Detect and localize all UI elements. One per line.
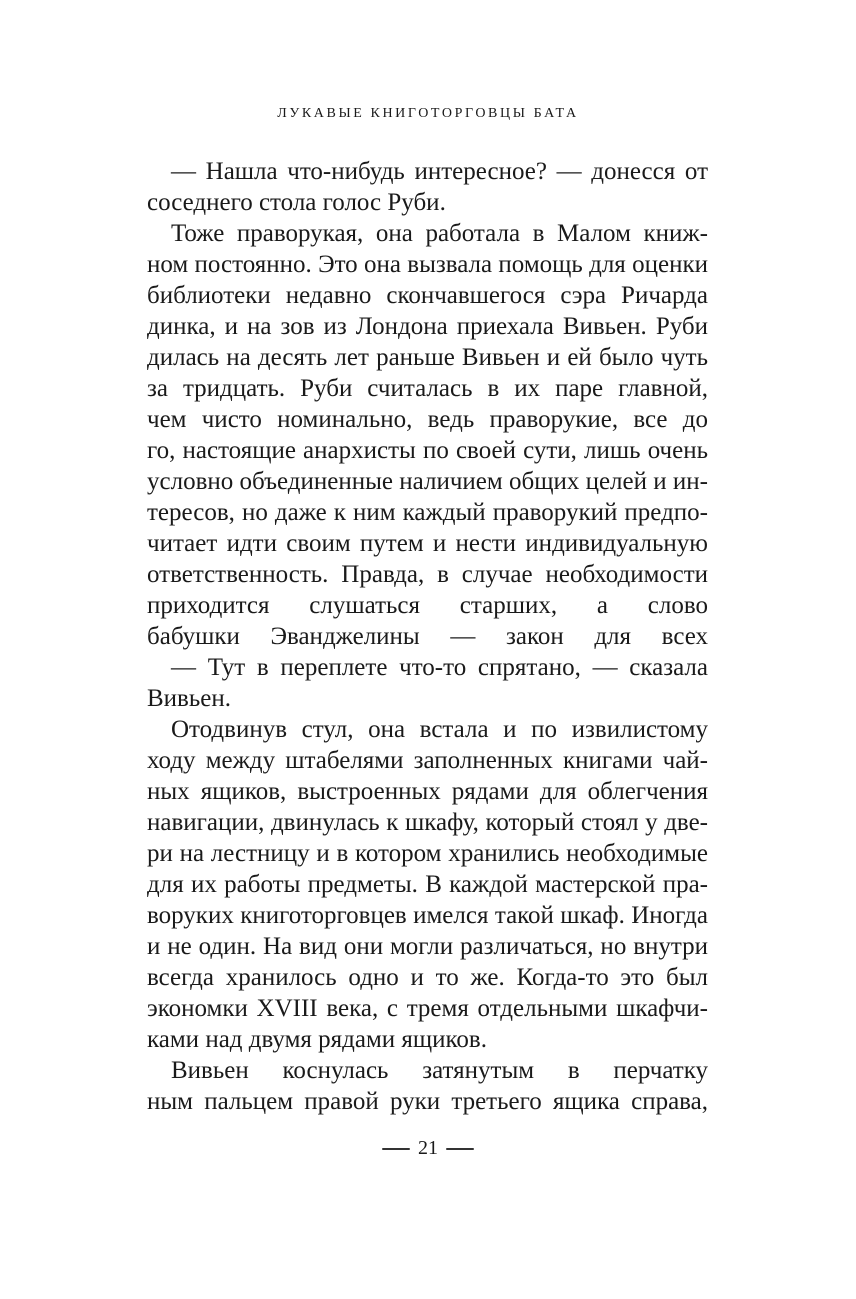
running-header: ЛУКАВЫЕ КНИГОТОРГОВЦЫ БАТА bbox=[277, 106, 579, 121]
text-line: ответственность. Правда, в случае необходимости bbox=[147, 561, 708, 588]
text-line: Вивьен. bbox=[147, 685, 231, 712]
text-line: ном постоянно. Это она вызвала помощь для оценки bbox=[147, 251, 708, 278]
text-line: приходится слушаться старших, а слово bbox=[147, 592, 708, 619]
ornament-dash-left bbox=[382, 1148, 410, 1150]
text-line: экономки XVIII века, с тремя отдельными шкафчи- bbox=[147, 995, 708, 1022]
text-line: за тридцать. Руби считалась в их паре главной, bbox=[147, 375, 708, 402]
text-line: ками над двумя рядами ящиков. bbox=[147, 1026, 487, 1053]
text-line: ным пальцем правой руки третьего ящика справа, bbox=[147, 1088, 708, 1115]
ornament-dash-right bbox=[446, 1148, 474, 1150]
page-number-block bbox=[0, 1136, 856, 1160]
text-line: дилась на десять лет раньше Вивьен и ей было чуть bbox=[147, 344, 708, 371]
text-line: чем чисто номинально, ведь праворукие, все до bbox=[147, 406, 708, 433]
text-line: бабушки Эванджелины — закон для всех bbox=[147, 623, 708, 650]
text-line: ных ящиков, выстроенных рядами для облегчения bbox=[147, 778, 708, 805]
text-line: навигации, двинулась к шкафу, который стоял у две- bbox=[147, 809, 708, 836]
text-line: воруких книготорговцев имелся такой шкаф. Иногда bbox=[147, 902, 708, 929]
text-line: читает идти своим путем и нести индивидуальную bbox=[147, 530, 708, 557]
body-text bbox=[147, 156, 708, 1117]
text-line: всегда хранилось одно и то же. Когда-то это был bbox=[147, 964, 708, 991]
text-line: и не один. На вид они могли различаться, но внутри bbox=[147, 933, 708, 960]
text-line: Отодвинув стул, она встала и по извилистому bbox=[171, 716, 708, 743]
text-line: го, настоящие анархисты по своей сути, лишь очень bbox=[147, 437, 708, 464]
text-line: динка, и на зов из Лондона приехала Вивьен. Руби bbox=[147, 313, 708, 340]
text-line: — Нашла что-нибудь интересное? — донесся от bbox=[171, 158, 708, 185]
text-line: — Тут в переплете что-то спрятано, — сказала bbox=[171, 654, 708, 681]
text-line: Тоже праворукая, она работала в Малом книж- bbox=[171, 220, 708, 247]
text-line: условно объединенные наличием общих целей и ин- bbox=[147, 468, 708, 495]
text-line: библиотеки недавно скончавшегося сэра Ричарда bbox=[147, 282, 708, 309]
text-line: ри на лестницу и в котором хранились необходимые bbox=[147, 840, 708, 867]
text-line: тересов, но даже к ним каждый праворукий предпо- bbox=[147, 499, 708, 526]
text-line: Вивьен коснулась затянутым в перчатку bbox=[171, 1057, 708, 1084]
text-line: соседнего стола голос Руби. bbox=[147, 189, 446, 216]
text-line: ходу между штабелями заполненных книгами чай- bbox=[147, 747, 708, 774]
page-number: 21 bbox=[418, 1137, 438, 1159]
text-line: для их работы предметы. В каждой мастерской пра- bbox=[147, 871, 708, 898]
